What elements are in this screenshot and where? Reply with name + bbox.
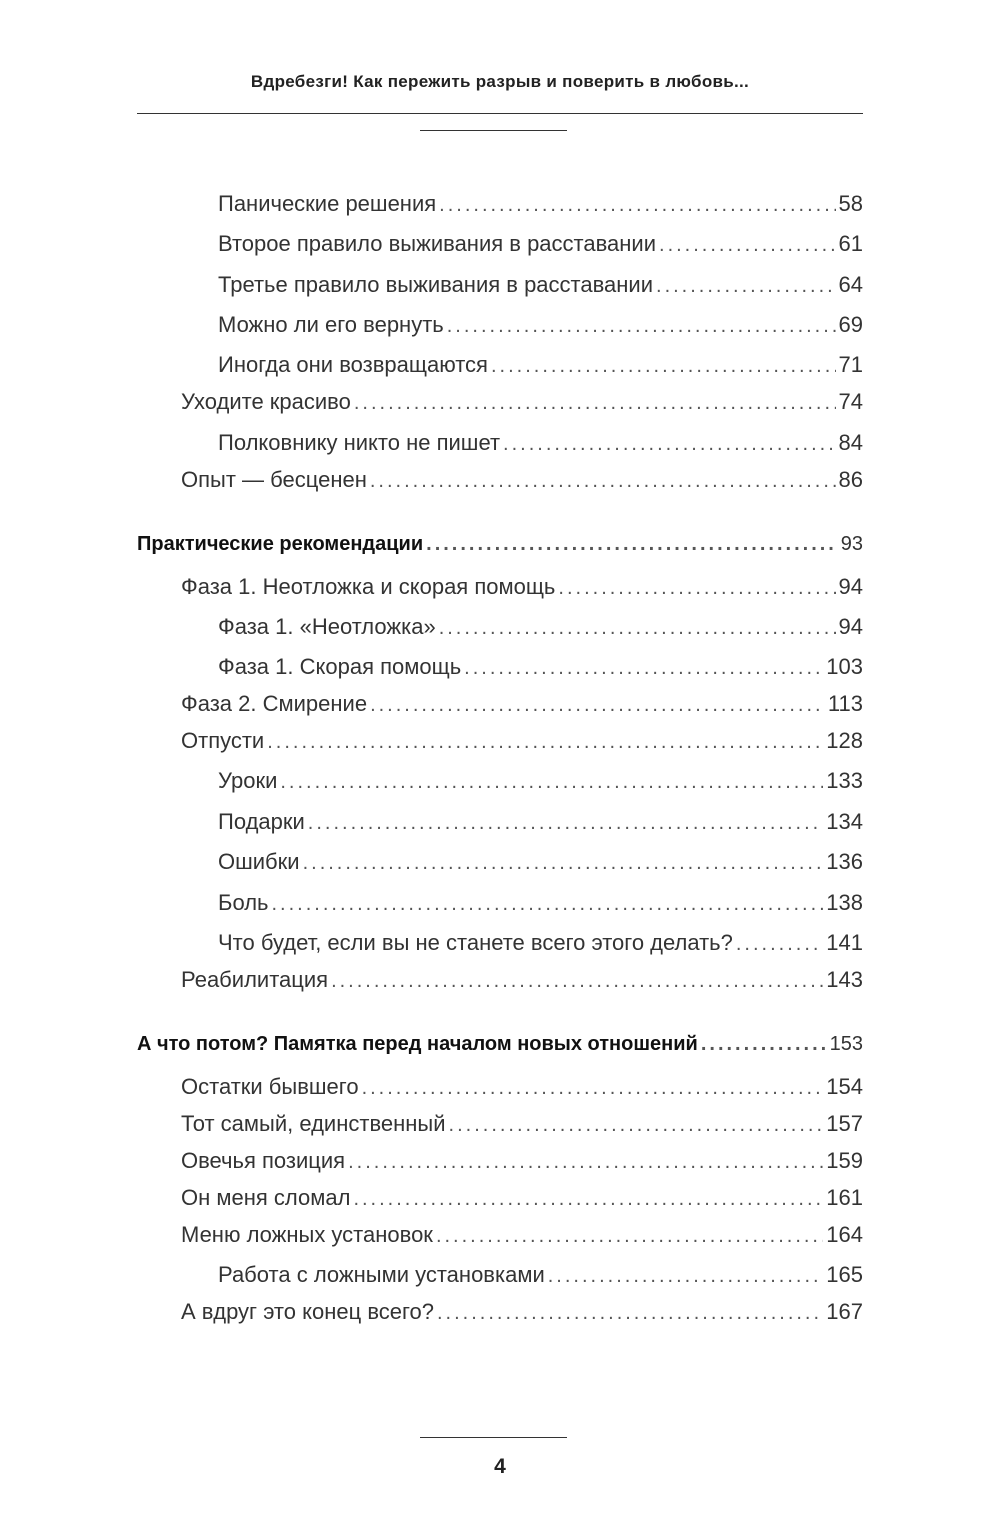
dot-leader [353,1181,823,1217]
toc-entry [218,307,863,343]
toc-entry [181,686,863,722]
dot-leader [439,610,836,646]
toc-chapter-entry [137,526,863,562]
toc-entry-title: Работа с ложными установками [218,1262,545,1287]
toc-entry-title: Фаза 1. Неотложка и скорая помощь [181,574,556,599]
toc-chapter-entry [137,1026,863,1062]
toc-entry [181,1180,863,1216]
toc-entry-page: 154 [826,1074,863,1099]
dot-leader [701,1026,827,1062]
dot-leader [362,1070,824,1106]
dot-leader [548,1258,824,1294]
dot-leader [303,845,824,881]
toc-entry-page: 74 [838,389,863,414]
dot-leader [437,1295,823,1331]
dot-leader [272,886,824,922]
toc-entry-page: 71 [838,352,863,377]
toc-entry-page: 134 [826,809,863,834]
dot-leader [659,227,836,263]
toc-entry [181,1069,863,1105]
dot-leader [449,1107,824,1143]
dot-leader [503,426,835,462]
toc-entry [218,763,863,799]
toc-entry [181,462,863,498]
toc-entry-page: 136 [826,849,863,874]
toc-entry-title: Уроки [218,768,278,793]
toc-entry [181,962,863,998]
toc-entry-title: Третье правило выживания в расставании [218,272,654,297]
toc-entry-title: Уходите красиво [181,389,351,414]
toc-entry-page: 143 [826,967,863,992]
toc-chapter-title: А что потом? Памятка перед началом новых отношений [137,1033,698,1055]
toc-entry-title: Овечья позиция [181,1148,346,1173]
toc-entry-page: 86 [838,467,863,492]
dot-leader [464,650,823,686]
toc-entry [218,347,863,383]
toc-entry-page: 69 [838,312,863,337]
toc-entry-page: 94 [838,614,863,639]
toc-entry [181,1294,863,1330]
toc-entry-title: Панические решения [218,191,437,216]
toc-entry-page: 167 [826,1299,863,1324]
toc-chapter-page: 93 [840,533,863,555]
toc-entry-page: 61 [838,231,863,256]
running-title: Вдребезги! Как пережить разрыв и поверить в любовь... [250,72,750,91]
toc-entry-title: Фаза 1. Скорая помощь [218,654,462,679]
toc-entry [218,844,863,880]
toc-entry-title: Второе правило выживания в расставании [218,231,657,256]
toc-entry-title: Ошибки [218,849,300,874]
toc-entry [218,609,863,645]
header-short-rule [420,130,567,131]
toc-entry-page: 157 [826,1111,863,1136]
toc-entry-title: Реабилитация [181,967,329,992]
toc-entry-page: 128 [826,728,863,753]
toc-entry-page: 133 [826,768,863,793]
page-number: 4 [494,1455,506,1478]
toc-entry-title: Фаза 1. «Неотложка» [218,614,436,639]
toc-entry [218,186,863,222]
dot-leader [656,268,836,304]
toc-entry-page: 138 [826,890,863,915]
toc-entry [218,425,863,461]
toc-chapter-page: 153 [829,1033,863,1055]
dot-leader [370,463,836,499]
header-rule [137,113,863,114]
toc-entry-page: 64 [838,272,863,297]
dot-leader [491,348,836,384]
toc-entry [218,267,863,303]
toc-entry [181,569,863,605]
dot-leader [354,385,836,421]
dot-leader [280,764,823,800]
toc-chapter-title: Практические рекомендации [137,533,424,555]
toc-entry-title: Что будет, если вы не станете всего этого делать? [218,930,733,955]
toc-entry-title: Можно ли его вернуть [218,312,444,337]
toc-entry [218,649,863,685]
toc-entry-title: А вдруг это конец всего? [181,1299,434,1324]
toc-entry-title: Опыт — бесценен [181,467,367,492]
toc-entry-title: Полковнику никто не пишет [218,430,501,455]
toc-entry [218,226,863,262]
toc-entry [218,1257,863,1293]
dot-leader [267,724,823,760]
toc-entry-page: 113 [827,691,863,716]
dot-leader [348,1144,823,1180]
dot-leader [370,687,825,723]
toc-entry-title: Тот самый, единственный [181,1111,446,1136]
toc-entry-page: 165 [826,1262,863,1287]
toc-entry [181,384,863,420]
footer-short-rule [420,1437,567,1438]
toc-entry [218,925,863,961]
dot-leader [558,570,835,606]
toc-entry-title: Фаза 2. Смирение [181,691,368,716]
toc-entry [181,1106,863,1142]
toc-entry-page: 161 [826,1185,863,1210]
toc-entry-title: Иногда они возвращаются [218,352,488,377]
dot-leader [447,308,836,344]
toc-entry-page: 94 [838,574,863,599]
toc-entry [181,1217,863,1253]
toc-entry-page: 164 [826,1222,863,1247]
toc-entry-title: Меню ложных установок [181,1222,433,1247]
toc-entry-title: Он меня сломал [181,1185,351,1210]
dot-leader [426,526,838,562]
dot-leader [308,805,823,841]
toc-entry [218,885,863,921]
toc-entry-title: Отпусти [181,728,265,753]
dot-leader [439,187,835,223]
toc-entry [218,804,863,840]
dot-leader [331,963,823,999]
dot-leader [436,1218,823,1254]
toc-entry-title: Остатки бывшего [181,1074,359,1099]
toc-entry-page: 103 [826,654,863,679]
toc-entry-page: 84 [838,430,863,455]
toc-entry-page: 141 [826,930,863,955]
toc-entry [181,723,863,759]
toc-entry-page: 58 [838,191,863,216]
toc-entry-title: Боль [218,890,269,915]
dot-leader [736,926,823,962]
toc-entry [181,1143,863,1179]
toc-entry-title: Подарки [218,809,305,834]
toc-entry-page: 159 [826,1148,863,1173]
